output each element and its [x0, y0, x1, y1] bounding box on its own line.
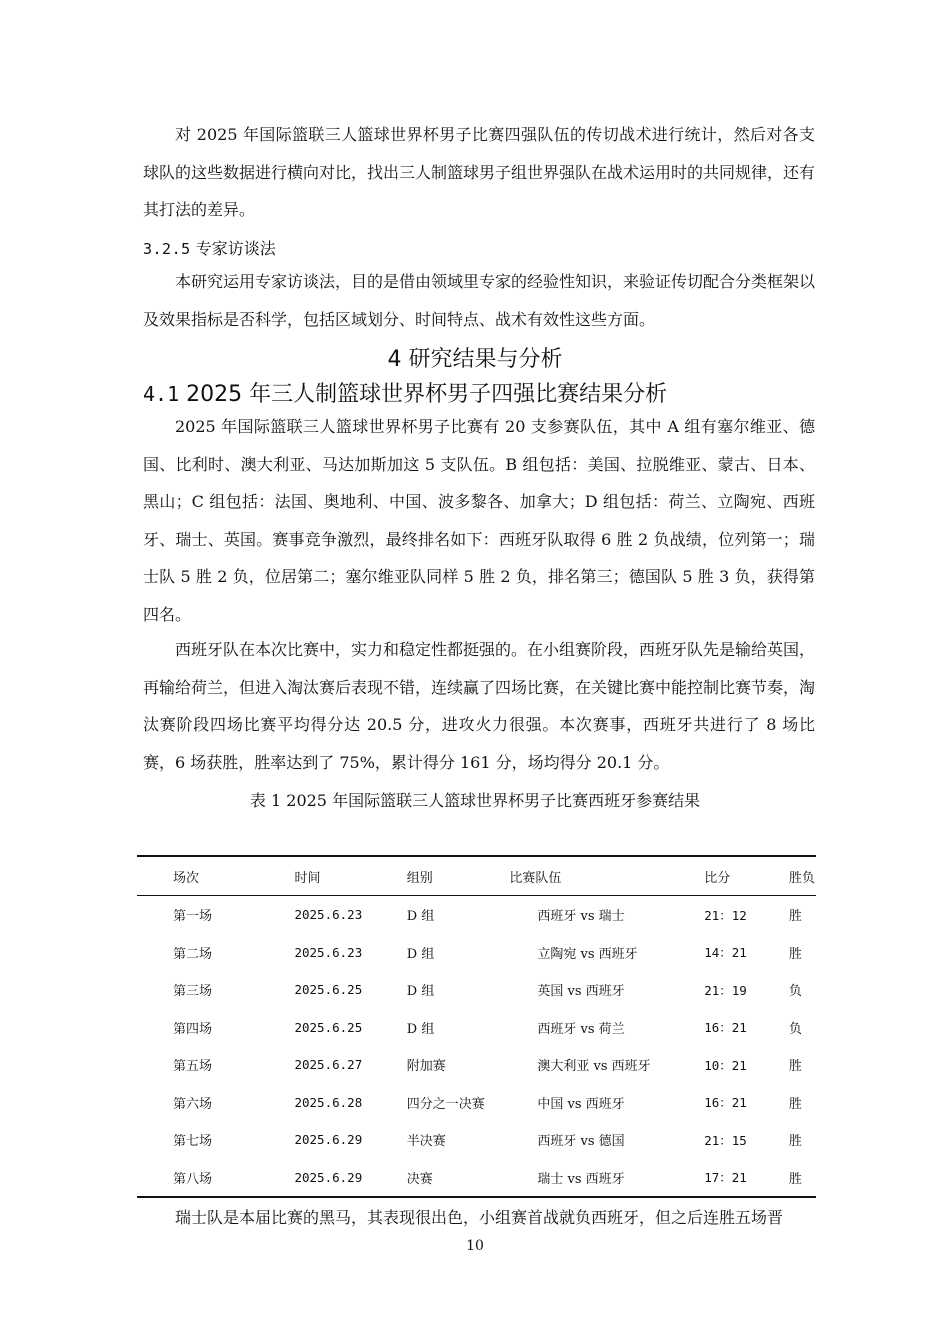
cell-match: 第二场 — [173, 946, 213, 962]
cell-group: 四分之一决赛 — [406, 1096, 485, 1112]
header-teams: 比赛队伍 — [509, 870, 562, 886]
header-group: 组别 — [406, 870, 433, 886]
cell-result: 胜 — [788, 1096, 802, 1112]
cell-result: 胜 — [788, 946, 802, 962]
cell-teams: 中国 vs 西班牙 — [537, 1096, 625, 1112]
paragraph-spain-analysis: 西班牙队在本次比赛中，实力和稳定性都挺强的。在小组赛阶段，西班牙队先是输给英国，再输给荷兰，但进入淘汰赛后表现不错，连续赢了四场比赛，在关键比赛中能控制比赛节奏，淘汰赛阶段四场比赛平均得分达 20.5 分，进攻火力很强。本次赛事，西班牙共进行了 8 场比赛，6 场获胜，胜率达到了 75%，累计得分 161 分，场均得分 20.1 分。 — [143, 640, 816, 772]
cell-match: 第八场 — [173, 1171, 213, 1187]
cell-date: 2025.6.25 — [294, 1019, 363, 1035]
results-table-container — [137, 855, 816, 1198]
table-row — [137, 1084, 816, 1122]
cell-group: 附加赛 — [406, 1059, 446, 1075]
cell-date: 2025.6.29 — [294, 1169, 363, 1185]
cell-teams: 瑞士 vs 西班牙 — [537, 1171, 625, 1187]
cell-teams: 西班牙 vs 德国 — [537, 1134, 625, 1150]
cell-teams: 英国 vs 西班牙 — [537, 984, 625, 1000]
paragraph-statistics-method: 对 2025 年国际篮联三人篮球世界杯男子比赛四强队伍的传切战术进行统计，然后对各支球队的这些数据进行横向对比，找出三人制篮球男子组世界强队在战术运用时的共同规律，还有其打法的差异。 — [143, 125, 816, 219]
cell-score: 16：21 — [704, 1095, 747, 1111]
cell-result: 胜 — [788, 909, 802, 925]
cell-teams: 西班牙 vs 荷兰 — [537, 1021, 625, 1037]
cell-date: 2025.6.28 — [294, 1094, 363, 1110]
cell-group: 决赛 — [406, 1171, 433, 1187]
paragraph-switzerland-analysis: 瑞士队是本届比赛的黑马，其表现很出色，小组赛首战就负西班牙，但之后连胜五场晋 — [175, 1208, 784, 1227]
paragraph-tournament-overview: 2025 年国际篮联三人篮球世界杯男子比赛有 20 支参赛队伍，其中 A 组有塞尔维亚、德国、比利时、澳大利亚、马达加斯加这 5 支队伍。B 组包括：美国、拉脱维亚、蒙古、日本、黑山；C 组包括：法国、奥地利、中国、波多黎各、加拿大；D 组包括：荷兰、立陶宛、西班牙、瑞士、英国。赛事竞争激烈，最终排名如下：西班牙队取得 6 胜 2 负战绩，位列第一；瑞士队 5 胜 2 负，位居第二；塞尔维亚队同样 5 胜 2 负，排名第三；德国队 5 胜 3 负，获得第四名。 — [143, 417, 815, 624]
section-number: 4.1 — [143, 382, 180, 406]
results-table — [137, 855, 816, 1198]
table-row — [137, 1046, 816, 1084]
cell-score: 17：21 — [704, 1170, 747, 1186]
cell-teams: 立陶宛 vs 西班牙 — [537, 946, 638, 962]
chapter-heading-4: 4 研究结果与分析 — [387, 347, 563, 372]
cell-result: 胜 — [788, 1059, 802, 1075]
cell-match: 第七场 — [173, 1134, 213, 1150]
cell-teams: 澳大利亚 vs 西班牙 — [537, 1059, 651, 1075]
cell-score: 21：12 — [704, 907, 747, 923]
cell-match: 第一场 — [173, 909, 213, 925]
cell-result: 负 — [788, 1021, 802, 1037]
header-match: 场次 — [173, 870, 200, 886]
cell-date: 2025.6.29 — [294, 1132, 363, 1148]
header-date: 时间 — [294, 870, 321, 886]
cell-result: 负 — [788, 984, 802, 1000]
cell-date: 2025.6.27 — [294, 1057, 363, 1073]
cell-score: 10：21 — [704, 1057, 747, 1073]
cell-date: 2025.6.25 — [294, 982, 363, 998]
cell-teams: 西班牙 vs 瑞士 — [537, 909, 625, 925]
cell-score: 14：21 — [704, 945, 747, 961]
cell-match: 第六场 — [173, 1096, 213, 1112]
cell-date: 2025.6.23 — [294, 944, 363, 960]
table-caption: 表 1 2025 年国际篮联三人篮球世界杯男子比赛西班牙参赛结果 — [249, 791, 701, 810]
table-row — [137, 1159, 816, 1198]
cell-result: 胜 — [788, 1171, 802, 1187]
header-result: 胜负 — [788, 870, 815, 886]
cell-result: 胜 — [788, 1134, 802, 1150]
cell-group: 半决赛 — [406, 1134, 446, 1150]
section-title: 专家访谈法 — [195, 239, 276, 258]
table-row — [137, 896, 816, 934]
section-title: 2025 年三人制篮球世界杯男子四强比赛结果分析 — [186, 382, 668, 407]
section-heading-4-1 — [143, 377, 667, 408]
cell-date: 2025.6.23 — [294, 907, 363, 923]
table-row — [137, 1009, 816, 1047]
header-score: 比分 — [704, 870, 731, 886]
cell-match: 第五场 — [173, 1059, 213, 1075]
section-heading-3-2-5 — [143, 236, 276, 259]
paragraph-expert-interview: 本研究运用专家访谈法，目的是借由领域里专家的经验性知识，来验证传切配合分类框架以及效果指标是否科学，包括区域划分、时间特点、战术有效性这些方面。 — [143, 272, 816, 329]
cell-score: 21：15 — [704, 1132, 747, 1148]
cell-match: 第三场 — [173, 984, 213, 1000]
cell-group: D 组 — [406, 1021, 435, 1037]
table-row — [137, 934, 816, 972]
table-header-row — [137, 856, 816, 896]
cell-score: 16：21 — [704, 1020, 747, 1036]
cell-score: 21：19 — [704, 982, 747, 998]
table-row — [137, 971, 816, 1009]
cell-group: D 组 — [406, 909, 435, 925]
cell-group: D 组 — [406, 946, 435, 962]
page-number: 10 — [466, 1238, 484, 1254]
table-row — [137, 1121, 816, 1159]
section-number: 3.2.5 — [143, 240, 191, 258]
cell-match: 第四场 — [173, 1021, 213, 1037]
cell-group: D 组 — [406, 984, 435, 1000]
